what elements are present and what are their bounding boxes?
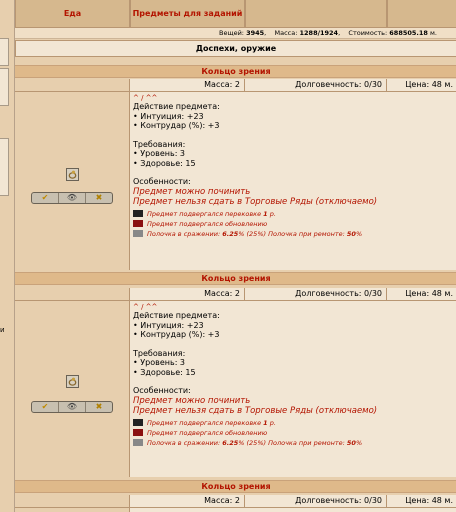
requirements-header: Требования: — [133, 348, 186, 358]
eye-icon[interactable]: 👁 — [59, 193, 86, 203]
requirement-line: • Здоровье: 15 — [133, 158, 196, 168]
item-durability: Долговечность: 0/30 — [245, 288, 387, 301]
items-count: 3945 — [246, 29, 265, 37]
feature-no-trade: Предмет нельзя сдать в Торговые Ряды (отключаемо) — [133, 405, 378, 416]
requirement-line: • Уровень: 3 — [133, 358, 186, 367]
inventory-main — [14, 0, 456, 512]
inventory-tabs — [15, 0, 456, 28]
item-price: Цена: 48 м. — [387, 288, 456, 301]
item-body — [15, 301, 456, 477]
left-panel-box — [0, 38, 9, 66]
feature-no-trade: Предмет нельзя сдать в Торговые Ряды (отключаемо) — [133, 196, 378, 207]
shelf-note: Полочка в сражении: 6.25 % (25%) Полочка при ремонте: 50 % — [133, 438, 454, 448]
item-stats-spacer — [15, 79, 130, 92]
item-durability: Долговечность: 0/30 — [245, 495, 387, 508]
mass-value: 1288/1924 — [299, 29, 339, 37]
ring-icon[interactable] — [66, 168, 79, 181]
item-description — [130, 92, 456, 270]
check-icon[interactable]: ✔ — [32, 402, 59, 412]
item-compare-arrows[interactable]: ^ / ^^ — [133, 94, 158, 102]
item-compare-arrows[interactable]: ^ / ^^ — [133, 303, 158, 311]
reforge-note: Предмет подвергался перековке 1 р. — [133, 418, 454, 428]
item-image-cell — [15, 508, 130, 512]
requirements-header: Требования: — [133, 139, 186, 149]
features-header: Особенности: — [133, 177, 191, 186]
action-line: • Контрудар (%): +3 — [133, 121, 220, 130]
features-header: Особенности: — [133, 386, 191, 395]
item-description — [130, 301, 456, 477]
left-panel-edge — [0, 0, 14, 512]
action-line: • Интуиция: +23 — [133, 111, 204, 121]
ring-icon[interactable] — [66, 375, 79, 388]
reforge-note: Предмет подвергался перековке 1 р. — [133, 209, 454, 219]
cross-icon[interactable]: ✖ — [95, 193, 103, 202]
item-body — [15, 508, 456, 512]
item-image-cell — [15, 92, 130, 270]
anvil-icon — [133, 210, 143, 217]
tab-food[interactable]: Еда — [15, 0, 130, 28]
item-actions — [31, 401, 113, 413]
action-line: • Контрудар (%): +3 — [133, 330, 220, 339]
category-header: Доспехи, оружие — [15, 40, 456, 57]
action-header: Действие предмета: — [133, 311, 220, 320]
update-note: Предмет подвергался обновлению — [133, 219, 454, 229]
spacer — [15, 57, 456, 65]
tab-empty[interactable] — [387, 0, 456, 28]
item-mass: Масса: 2 — [130, 79, 245, 92]
cost-unit: м. — [430, 29, 437, 37]
item-price: Цена: 48 м. — [387, 495, 456, 508]
cross-icon[interactable]: ✖ — [95, 402, 103, 411]
action-line: • Интуиция: +23 — [133, 320, 204, 330]
tab-quest-items[interactable]: Предметы для заданий — [130, 0, 245, 28]
anvil-gray-icon — [133, 230, 143, 237]
item-body — [15, 92, 456, 270]
anvil-icon — [133, 419, 143, 426]
left-panel-box — [0, 68, 9, 106]
item-actions — [31, 192, 113, 204]
item-title[interactable]: Кольцо зрения — [15, 65, 456, 78]
anvil-red-icon — [133, 220, 143, 227]
action-header: Действие предмета: — [133, 102, 220, 111]
eye-icon[interactable]: 👁 — [59, 402, 86, 412]
left-panel-box — [0, 138, 9, 196]
inventory-summary: Вещей: 3945, Масса: 1288/1924, Стоимость: 688505.18 м. — [15, 28, 456, 39]
item-stats-spacer — [15, 288, 130, 301]
item-price: Цена: 48 м. — [387, 79, 456, 92]
requirement-line: • Здоровье: 15 — [133, 367, 196, 377]
requirement-line: • Уровень: 3 — [133, 149, 186, 158]
item-title[interactable]: Кольцо зрения — [15, 480, 456, 493]
cost-value: 688505.18 — [389, 29, 428, 37]
tab-empty[interactable] — [245, 0, 387, 28]
shelf-note: Полочка в сражении: 6.25 % (25%) Полочка при ремонте: 50 % — [133, 229, 454, 239]
item-mass: Масса: 2 — [130, 288, 245, 301]
feature-repairable: Предмет можно починить — [133, 186, 251, 197]
left-panel-fragment: и — [0, 326, 5, 334]
update-note: Предмет подвергался обновлению — [133, 428, 454, 438]
item-stats-row — [15, 79, 456, 92]
anvil-red-icon — [133, 429, 143, 436]
item-stats-spacer — [15, 495, 130, 508]
item-mass: Масса: 2 — [130, 495, 245, 508]
item-stats-row — [15, 288, 456, 301]
check-icon[interactable]: ✔ — [32, 193, 59, 203]
item-title[interactable]: Кольцо зрения — [15, 272, 456, 285]
item-description — [130, 508, 456, 512]
anvil-gray-icon — [133, 439, 143, 446]
item-stats-row — [15, 495, 456, 508]
cost-label: Стоимость: — [348, 29, 388, 37]
mass-label: Масса: — [274, 29, 298, 37]
items-label: Вещей: — [218, 29, 244, 37]
item-image-cell — [15, 301, 130, 477]
item-durability: Долговечность: 0/30 — [245, 79, 387, 92]
feature-repairable: Предмет можно починить — [133, 395, 251, 406]
